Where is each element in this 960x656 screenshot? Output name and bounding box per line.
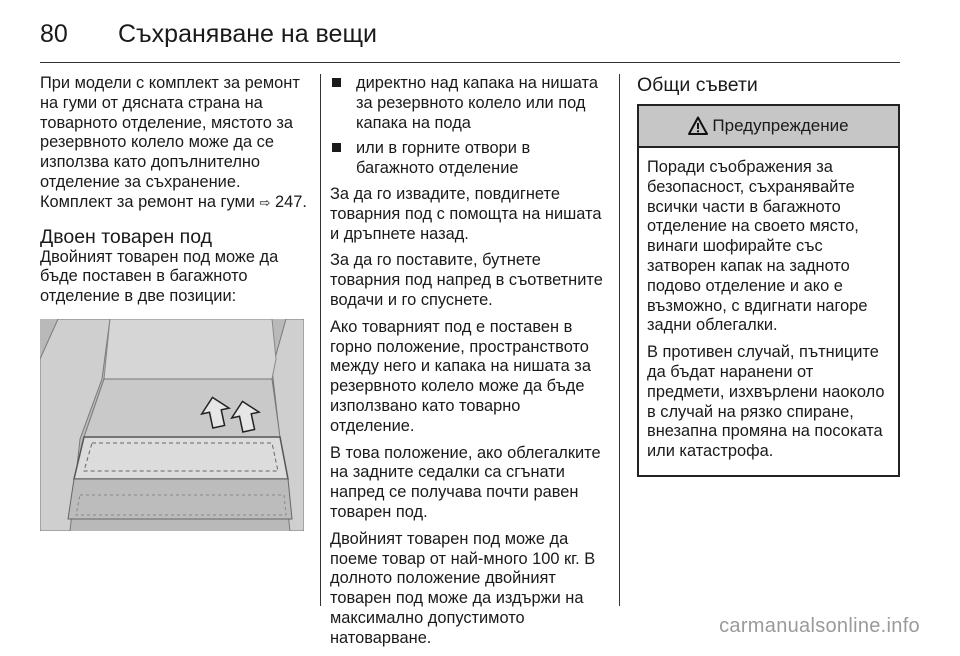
- page-number: 80: [40, 19, 68, 48]
- warning-label: Предупреждение: [712, 116, 849, 136]
- load-capacity-paragraph: Двойният товарен под може да поеме товар от най-много 100 кг. В долното положение двойният товарен под може да издържи на максимално допустимото натоварване.: [330, 529, 596, 647]
- flat-floor-paragraph: В това положение, ако облегалките на задните седалки са сгънати напред се получава почти равен товарен под.: [330, 443, 601, 521]
- column-3: [637, 74, 902, 477]
- cross-reference[interactable]: Комплект за ремонт на гуми ⇨ 247.: [40, 192, 307, 211]
- page-title: Съхраняване на вещи: [118, 19, 377, 48]
- double-floor-paragraph: Двойният товарен под може да бъде поставен в багажното отделение в две позиции:: [40, 247, 279, 306]
- section-heading-double-floor: Двоен товарен под: [40, 225, 212, 248]
- warning-header: [639, 106, 898, 148]
- column-divider-2: [619, 74, 620, 606]
- warning-paragraph: В противен случай, пътниците да бъдат наранени от предмети, изхвърлени наоколо в случай на рязко спиране, внезапна промяна на посоката или катастрофа.: [647, 343, 885, 461]
- warning-triangle-icon: [688, 116, 708, 136]
- page-header: [40, 14, 377, 54]
- list-item: директно над капака на нишата за резервното колело или под капака на пода: [330, 74, 606, 133]
- warning-box: [637, 104, 900, 477]
- intro-paragraph: При модели с комплект за ремонт на гуми от дясната страна на товарното отделение, мястото за резервното колело може да се използва като допълнително отделение за съхранение. Комплект за ремонт на гуми ⇨ 247.: [40, 74, 307, 211]
- trunk-drawing: [40, 319, 304, 531]
- watermark: carmanualsonline.info: [719, 615, 920, 637]
- cargo-floor-illustration: [40, 319, 304, 531]
- bullet-square-icon: [332, 78, 341, 87]
- install-instructions: За да го поставите, бутнете товарния под напред в съответните водачи и го спуснете.: [330, 251, 603, 309]
- remove-instructions: За да го извадите, повдигнете товарния под с помощта на нишата и дръпнете назад.: [330, 184, 602, 243]
- reference-arrow-icon: ⇨: [259, 195, 271, 211]
- column-divider-1: [320, 74, 321, 606]
- column-2: [330, 74, 606, 656]
- bullet-square-icon: [332, 143, 341, 152]
- position-list: [330, 74, 606, 179]
- header-divider: [40, 62, 900, 63]
- warning-paragraph: Поради съображения за безопасност, съхранявайте всички части в багажното отделение на своето място, винаги шофирайте със затворен капак на задното подово отделение и ако е възможно, с вдигнати нагоре задни облегалки.: [647, 158, 868, 335]
- section-heading-general-tips: Общи съвети: [637, 74, 758, 96]
- list-item: или в горните отвори в багажното отделение: [330, 139, 606, 179]
- column-1: [40, 74, 310, 531]
- warning-body: [639, 148, 898, 475]
- upper-position-paragraph: Ако товарният под е поставен в горно положение, пространството между него и капака на нишата за резервното колело може да бъде използвано като товарно отделение.: [330, 317, 591, 435]
